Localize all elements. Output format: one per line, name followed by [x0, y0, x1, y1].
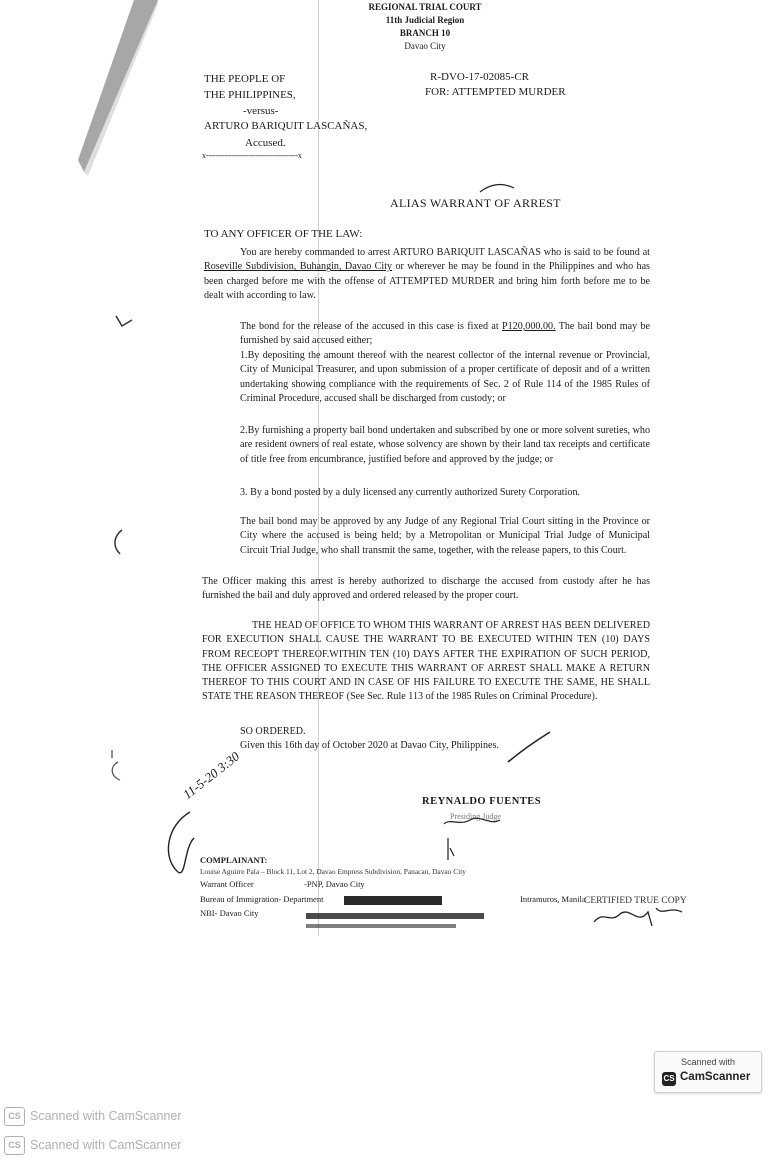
accused-address: Roseville Subdivision, Buhangin, Davao City [204, 261, 393, 273]
case-offense: FOR: ATTEMPTED MURDER [425, 86, 566, 98]
margin-hand-mark [104, 748, 124, 784]
handwritten-receipt-note: 11-5-20 3:30 [180, 748, 243, 802]
plaintiff-line-1: THE PEOPLE OF [204, 73, 286, 85]
command-text-a: You are hereby commanded to arrest ARTURO BARIQUIT LASCAÑAS who is said to be found at [240, 247, 650, 258]
bail-option-3: 3. By a bond posted by a duly licensed any currently authorized Surety Corporation. [240, 487, 581, 498]
certifier-signature [590, 902, 690, 930]
court-header-line-1: REGIONAL TRIAL COURT [368, 2, 482, 12]
salutation: TO ANY OFFICER OF THE LAW: [204, 228, 363, 240]
nbi-entry: NBI- Davao City [200, 908, 259, 918]
complainant-entry: Louise Aguirre Pala – Block 11, Lot 2, Davao Empress Subdivision, Panacan, Davao City [200, 867, 466, 876]
pen-strike-mark [504, 730, 554, 766]
accused-label: Accused. [245, 137, 286, 149]
camscanner-watermark-box [654, 1051, 762, 1093]
camscanner-brand: CamScanner [680, 1071, 751, 1083]
judge-title: Presiding Judge [450, 812, 501, 821]
camscanner-stamp-caption: Scanned with [680, 1057, 736, 1067]
camscanner-badge-icon: CS [4, 1107, 25, 1126]
complainant-label: COMPLAINANT: [200, 855, 268, 865]
bond-text-a: The bond for the release of the accused in this case is fixed at [240, 321, 502, 332]
versus-label: -versus- [243, 105, 279, 117]
court-header-line-4: Davao City [404, 41, 446, 51]
camscanner-footer-2 [4, 1136, 181, 1155]
head-of-office-text: THE HEAD OF OFFICE TO WHOM THIS WARRANT OF ARREST HAS BEEN DELIVERED FOR EXECUTION SHALL CAUSE THE WARRANT TO BE EXECUTED WITHIN TEN (10) DAYS FROM RECEOPT THEREOF.WITHIN TEN (10) DAYS AFTER THE EXPIRATION OF SUCH PERIOD, THE OFFICER ASSIGNED TO EXECUTE THIS WARRANT OF ARREST SHALL MAKE A RETURN THEREOF TO THIS COURT AND IN CASE OF HIS FAILURE TO EXECUTE THE SAME, HE SHALL STATE THE REASON THEREOF [202, 620, 650, 703]
rule-reference: (See Sec. Rule 113 of the 1985 Rules on Criminal Procedure). [346, 691, 598, 703]
command-text-b: or wherever he may be found in the Philippines and who has been charged before me with the offense of ATTEMPTED MURDER and bring him forth before me to be dealt with according to law. [204, 261, 650, 301]
case-number: R-DVO-17-02085-CR [430, 71, 529, 83]
immigration-entry: Bureau of Immigration- Department [200, 894, 324, 904]
bail-option-1: 1.By depositing the amount thereof with the nearest collector of the internal revenue or Provincial, City of Municipal Treasurer, and upon submission of a proper certificate of deposit and of a written undertaking showing compliance with the requirements of Sec. 2 of Rule 114 of the 1985 Rules of Criminal Procedure, accused shall be discharged from custody; or [240, 350, 650, 404]
camscanner-badge-icon: CS [4, 1136, 25, 1155]
camscanner-footer-1 [4, 1107, 181, 1126]
document-title: ALIAS WARRANT OF ARREST [390, 196, 561, 210]
redaction-bar [306, 913, 484, 919]
warrant-officer-label: Warrant Officer [200, 879, 254, 889]
warrant-officer-entry: -PNP, Davao City [304, 879, 365, 889]
so-ordered: SO ORDERED. [240, 726, 306, 737]
bond-paragraph [240, 320, 650, 349]
immigration-location: Intramuros, Manila [520, 894, 586, 904]
command-paragraph [204, 246, 650, 303]
redaction-bar [306, 924, 456, 928]
accused-name: ARTURO BARIQUIT LASCAÑAS, [204, 120, 368, 132]
bond-amount: P120,000.00. [502, 321, 556, 332]
paper-crease-shadow [78, 0, 158, 180]
camscanner-footer-text: Scanned with CamScanner [30, 1108, 182, 1123]
court-header-line-2: 11th Judicial Region [385, 15, 465, 25]
vertical-fold-line [318, 0, 319, 936]
camscanner-logo-icon: CS [662, 1072, 676, 1086]
judge-signature [440, 808, 530, 868]
caption-separator: x---------------------------------------x [202, 151, 302, 160]
certified-true-copy-stamp: CERTIFIED TRUE COPY [584, 896, 687, 906]
bond-text-b: The bail bond may be furnished by said accused either; [240, 321, 650, 347]
bail-option-2: 2.By furnishing a property bail bond undertaken and subscribed by one or more solvent sureties, who are resident owners of real estate, whose solvency are shown by their land tax receipts and certificate of title free from encumbrance, justified before and approved by the judge; or [240, 425, 650, 465]
judge-name: REYNALDO FUENTES [422, 796, 542, 807]
head-of-office-paragraph [202, 619, 650, 705]
margin-check-mark [112, 310, 136, 334]
given-date-line: Given this 16th day of October 2020 at Davao City, Philippines. [240, 740, 499, 751]
title-pen-mark [478, 180, 518, 194]
redaction-bar [344, 896, 442, 905]
officer-paragraph: The Officer making this arrest is hereby authorized to discharge the accused from custody after he has furnished the bail and duly approved and ordered released by the proper court. [202, 576, 650, 602]
plaintiff-line-2: THE PHILIPPINES, [204, 89, 296, 101]
margin-bracket-mark [106, 528, 126, 558]
camscanner-footer-text: Scanned with CamScanner [30, 1137, 182, 1152]
court-header-line-3: BRANCH 10 [399, 28, 451, 38]
approval-paragraph: The bail bond may be approved by any Judge of any Regional Trial Court sitting in the Province or City where the accused is being held; by a Metropolitan or Municipal Trial Judge of Municipal Circuit Trial Judge, who shall transmit the same, together, with the release papers, to this Court. [240, 516, 650, 556]
